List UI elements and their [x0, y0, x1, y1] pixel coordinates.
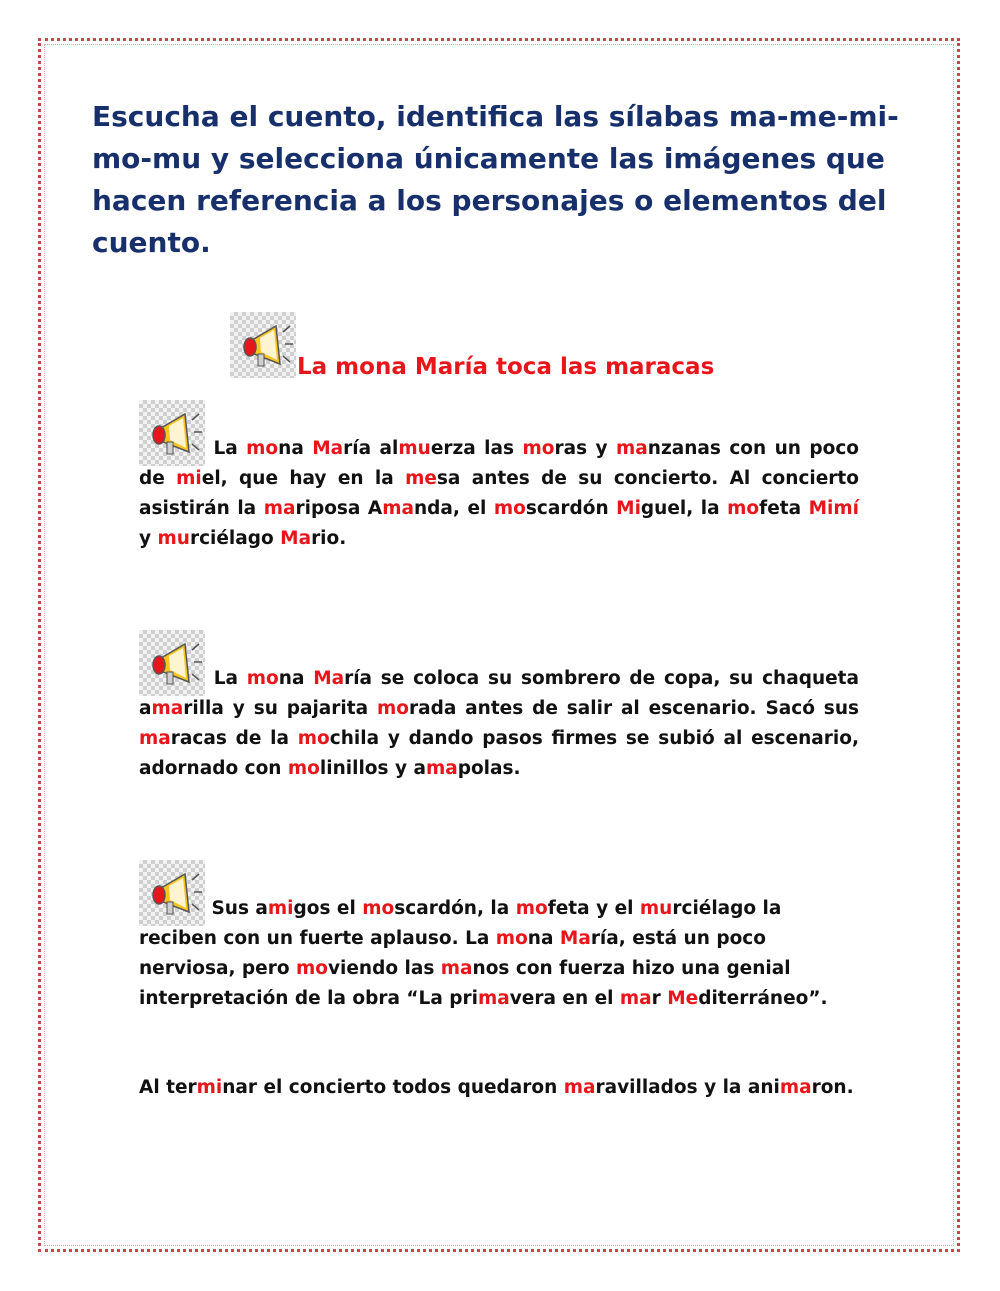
highlighted-syllable: mi [196, 1077, 223, 1098]
paragraph-text: linillos y a [319, 758, 426, 779]
highlighted-syllable: mi [267, 898, 294, 919]
highlighted-syllable: Mimí [808, 498, 859, 519]
paragraph-text: viendo las [327, 958, 441, 979]
paragraph-text: na [527, 928, 560, 949]
paragraph-text: sa antes de su concierto. Al concierto asistirán la [139, 468, 859, 519]
highlighted-syllable: ma [563, 1077, 596, 1098]
paragraph-text: rada antes de salir al escenario. Sacó sus [408, 698, 859, 719]
highlighted-syllable: mo [727, 498, 760, 519]
highlighted-syllable: mo [495, 928, 528, 949]
highlighted-syllable: mi [176, 468, 202, 489]
highlighted-syllable: ma [477, 988, 510, 1009]
highlighted-syllable: ma [616, 438, 648, 459]
paragraph-text: guel, la [640, 498, 728, 519]
paragraph-text: el, que hay en la [201, 468, 406, 489]
highlighted-syllable: ma [440, 958, 473, 979]
paragraph-text: y [139, 528, 158, 549]
paragraph-text: feta [759, 498, 809, 519]
paragraph-text: rio. [311, 528, 347, 549]
speaker-icon[interactable] [139, 630, 205, 696]
paragraph-text: scardón [525, 498, 617, 519]
highlighted-syllable: mo [287, 758, 320, 779]
paragraph-text: riposa A [295, 498, 383, 519]
paragraph-text: feta y el [547, 898, 640, 919]
paragraph-text: scardón, la [394, 898, 516, 919]
paragraph-text: na [278, 668, 314, 689]
paragraph-text: ras y [554, 438, 617, 459]
instruction-heading: Escucha el cuento, identifica las sílabas ma-me-mi-mo-mu y selecciona únicamente las imágenes que hacen referencia a los personajes o elementos del cuento. [92, 100, 899, 259]
highlighted-syllable: Ma [559, 928, 591, 949]
paragraph-text: nar el concierto todos quedaron [222, 1077, 564, 1098]
highlighted-syllable: ma [382, 498, 415, 519]
paragraph-text: chila y dando pasos firmes se subió al escenario, adornado con [139, 728, 859, 779]
paragraph-text: ría, está un poco nerviosa, pero [139, 928, 766, 979]
paragraph-text: gos el [293, 898, 363, 919]
highlighted-syllable: mu [157, 528, 190, 549]
story-title: La mona María toca las maracas [297, 354, 715, 380]
story-paragraph [139, 860, 859, 1014]
paragraph-text: ría al [343, 438, 399, 459]
highlighted-syllable: mo [515, 898, 548, 919]
paragraph-text: La [213, 668, 247, 689]
highlighted-syllable: mo [493, 498, 526, 519]
highlighted-syllable: mo [246, 668, 279, 689]
highlighted-syllable: mo [362, 898, 395, 919]
paragraph-text: ron. [811, 1077, 854, 1098]
story-title-row [230, 312, 830, 382]
highlighted-syllable: mu [639, 898, 673, 919]
paragraph-text: nda, el [414, 498, 494, 519]
highlighted-syllable: ma [139, 728, 171, 749]
highlighted-syllable: mo [246, 438, 279, 459]
paragraph-text: r [651, 988, 668, 1009]
paragraph-text: La [213, 438, 247, 459]
speaker-icon[interactable] [139, 400, 205, 466]
paragraph-text: ría se coloca su sombrero de copa, su chaqueta a [139, 668, 859, 719]
paragraph-text: nzanas con un poco de [139, 438, 860, 489]
highlighted-syllable: mo [297, 728, 330, 749]
highlighted-syllable: ma [779, 1077, 812, 1098]
highlighted-syllable: ma [619, 988, 652, 1009]
paragraph-text: polas. [457, 758, 521, 779]
highlighted-syllable: Ma [313, 668, 345, 689]
highlighted-syllable: mo [522, 438, 555, 459]
paragraph-text: erza las [430, 438, 523, 459]
paragraph-text: diterráneo”. [698, 988, 828, 1009]
story-paragraph [139, 630, 859, 784]
highlighted-syllable: ma [263, 498, 296, 519]
highlighted-syllable: mo [376, 698, 409, 719]
highlighted-syllable: me [405, 468, 437, 489]
paragraph-text: racas de la [170, 728, 298, 749]
paragraph-text: vera en el [509, 988, 620, 1009]
speaker-icon[interactable] [230, 312, 296, 378]
paragraph-text: rciélago la reciben con un fuerte aplauso. La [139, 898, 782, 949]
highlighted-syllable: mo [295, 958, 328, 979]
highlighted-syllable: Me [667, 988, 699, 1009]
story-paragraph [139, 1073, 859, 1103]
highlighted-syllable: ma [425, 758, 458, 779]
highlighted-syllable: mu [398, 438, 431, 459]
highlighted-syllable: ma [151, 698, 184, 719]
highlighted-syllable: Ma [312, 438, 344, 459]
paragraph-text: ravillados y la ani [595, 1077, 780, 1098]
paragraph-text: rciélago [189, 528, 281, 549]
story-paragraph [139, 400, 859, 554]
paragraph-text: na [278, 438, 313, 459]
paragraph-text: Al ter [139, 1077, 197, 1098]
paragraph-text: nos con fuerza hizo una genial interpretación de la obra “La pri [139, 958, 791, 1009]
paragraph-text: rilla y su pajarita [183, 698, 377, 719]
speaker-icon[interactable] [139, 860, 205, 926]
highlighted-syllable: Mi [616, 498, 641, 519]
paragraph-text: Sus a [211, 898, 268, 919]
highlighted-syllable: Ma [280, 528, 312, 549]
